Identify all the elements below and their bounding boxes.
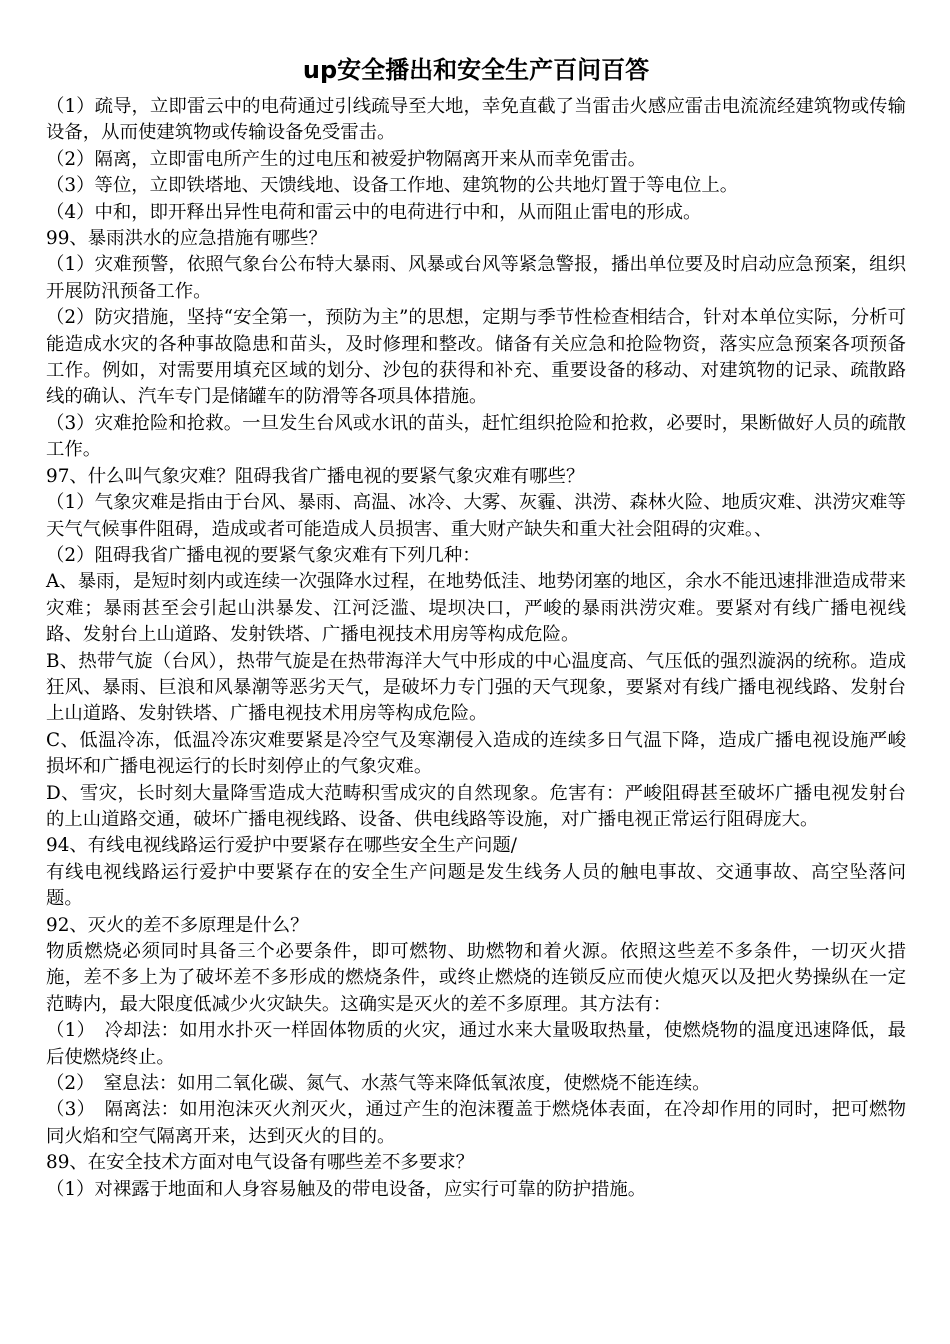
question-92: 92、灭火的差不多原理是什么？ <box>46 914 309 936</box>
question-97: 97、什么叫气象灾难？阻碍我省广播电视的要紧气象灾难有哪些？ <box>46 465 585 487</box>
question-89: 89、在安全技术方面对电气设备有哪些差不多要求？ <box>46 1152 474 1174</box>
answer-97-item-1: （1）气象灾难是指由于台风、暴雨、高温、冰冷、大雾、灰霾、洪涝、森林火险、地质灾难、洪涝灾难等天气气候事件阻碍，造成或者可能造成人员损害、重大财产缺失和重大社会阻碍的灾难。、 <box>46 492 906 540</box>
answer-97-item-a: A、暴雨，是短时刻内或连续一次强降水过程，在地势低洼、地势闭塞的地区，余水不能迅速排泄造成带来灾难；暴雨甚至会引起山洪暴发、江河泛滥、堤坝决口，严峻的暴雨洪涝灾难。要紧对有线广播电视线路、发射台上山道路、发射铁塔、广播电视技术用房等构成危险。 <box>46 571 906 646</box>
paragraph-lightning-item-1: （1）疏导，立即雷云中的电荷通过引线疏导至大地，幸免直截了当雷击火感应雷击电流流经建筑物或传输设备，从而使建筑物或传输设备免受雷击。 <box>46 96 906 144</box>
question-94: 94、有线电视线路运行爱护中要紧存在哪些安全生产问题/ <box>46 835 517 857</box>
answer-97-item-c: C、低温冷冻，低温冷冻灾难要紧是冷空气及寒潮侵入造成的连续多日气温下降，造成广播电视设施严峻损坏和广播电视运行的长时刻停止的气象灾难。 <box>46 729 906 778</box>
answer-94: 有线电视线路运行爱护中要紧存在的安全生产问题是发生线务人员的触电事故、交通事故、高空坠落问题。 <box>46 861 906 910</box>
answer-92-item-1: （1） 冷却法：如用水扑灭一样固体物质的火灾，通过水来大量吸取热量，使燃烧物的温度迅速降低，最后使燃烧终止。 <box>46 1020 906 1068</box>
answer-99-item-1: （1）灾难预警，依照气象台公布特大暴雨、风暴或台风等紧急警报，播出单位要及时启动应急预案，组织开展防汛预备工作。 <box>46 254 906 302</box>
answer-99-item-2: （2）防灾措施，坚持“安全第一，预防为主”的思想，定期与季节性检查相结合，针对本单位实际，分析可能造成水灾的各种事故隐患和苗头，及时修理和整改。储备有关应急和抢险物资，落实应急预案各项预备工作。例如，对需要用填充区域的划分、沙包的获得和补充、重要设备的移动、对建筑物的记录、疏散路线的确认、汽车专门是储罐车的防滑等各项具体措施。 <box>46 307 906 408</box>
paragraph-lightning-item-4: （4）中和，即开释出异性电荷和雷云中的电荷进行中和，从而阻止雷电的形成。 <box>46 201 702 223</box>
answer-92-intro: 物质燃烧必须同时具备三个必要条件，即可燃物、助燃物和着火源。依照这些差不多条件，一切灭火措施，差不多上为了破坏差不多形成的燃烧条件，或终止燃烧的连锁反应而使火熄灭以及把火势操纵在一定范畴内，最大限度低减少火灾缺失。这确实是灭火的差不多原理。其方法有： <box>46 941 906 1015</box>
answer-89-item-1: （1）对裸露于地面和人身容易触及的带电设备，应实行可靠的防护措施。 <box>46 1178 647 1200</box>
answer-92-item-3: （3） 隔离法：如用泡沫灭火剂灭火，通过产生的泡沫覆盖于燃烧体表面，在冷却作用的同时，把可燃物同火焰和空气隔离开来，达到灭火的目的。 <box>46 1099 906 1147</box>
paragraph-lightning-item-3: （3）等位，立即铁塔地、天馈线地、设备工作地、建筑物的公共地灯置于等电位上。 <box>46 175 739 197</box>
answer-92-item-2: （2） 窒息法：如用二氧化碳、氮气、水蒸气等来降低氧浓度，使燃烧不能连续。 <box>46 1073 711 1095</box>
document-body <box>46 94 906 1203</box>
answer-99-item-3: （3）灾难抢险和抢救。一旦发生台风或水讯的苗头，赶忙组织抢险和抢救，必要时，果断做好人员的疏散工作。 <box>46 412 906 461</box>
answer-97-item-d: D、雪灾，长时刻大量降雪造成大范畴积雪成灾的自然现象。危害有：严峻阻碍甚至破坏广播电视发射台的上山道路交通，破坏广播电视线路、设备、供电线路等设施，对广播电视正常运行阻碍庞大。 <box>46 782 906 830</box>
question-99: 99、暴雨洪水的应急措施有哪些？ <box>46 228 327 250</box>
answer-97-item-b: B、热带气旋（台风），热带气旋是在热带海洋大气中形成的中心温度高、气压低的强烈漩涡的统称。造成狂风、暴雨、巨浪和风暴潮等恶劣天气，是破坏力专门强的天气现象，要紧对有线广播电视线路、发射台上山道路、发射铁塔、广播电视技术用房等构成危险。 <box>46 650 906 725</box>
document-title: up安全播出和安全生产百问百答 <box>302 56 650 84</box>
answer-97-item-2: （2）阻碍我省广播电视的要紧气象灾难有下列几种： <box>46 544 481 566</box>
paragraph-lightning-item-2: （2）隔离，立即雷电所产生的过电压和被爱护物隔离开来从而幸免雷击。 <box>46 148 647 170</box>
